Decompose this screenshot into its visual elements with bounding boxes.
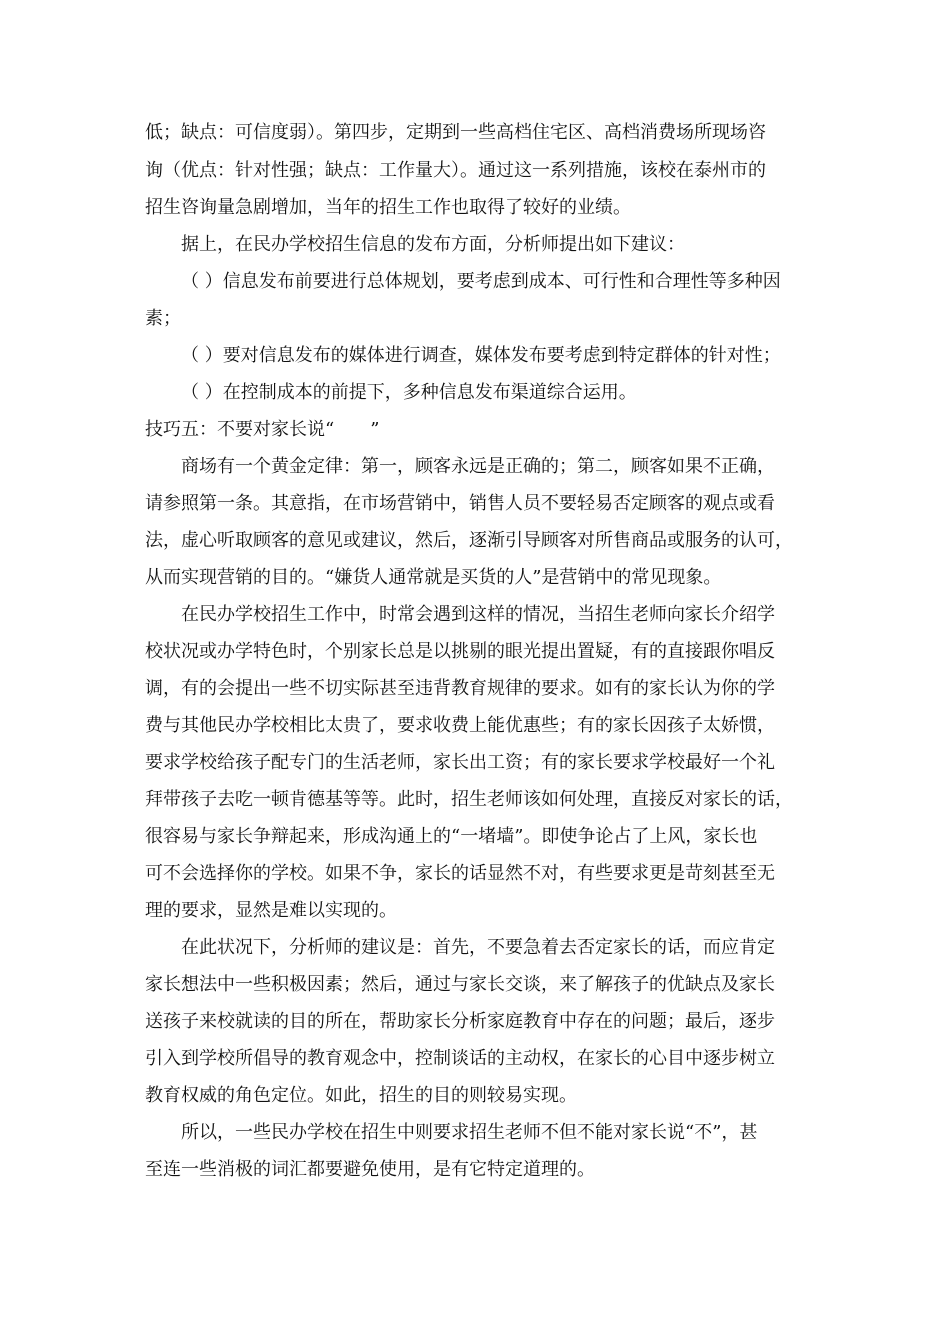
text-line: 理的要求，显然是难以实现的。 [145,900,397,921]
text-line: 很容易与家长争辩起来，形成沟通上的“一堵墙”。即使争论占了上风，家长也 [145,826,758,847]
text-line: 引入到学校所倡导的教育观念中，控制谈话的主动权，在家长的心目中逐步树立 [145,1048,775,1069]
text-line: 调，有的会提出一些不切实际甚至违背教育规律的要求。如有的家长认为你的学 [145,678,775,699]
list-item: （ ）信息发布前要进行总体规划，要考虑到成本、可行性和合理性等多种因 [181,271,781,292]
text-line: 教育权威的角色定位。如此，招生的目的则较易实现。 [145,1085,577,1106]
text-line: 在此状况下，分析师的建议是：首先，不要急着去否定家长的话，而应肯定 [181,937,775,958]
text-line: 拜带孩子去吃一顿肯德基等等。此时，招生老师该如何处理，直接反对家长的话， [145,789,793,810]
text-line: 低；缺点：可信度弱）。第四步，定期到一些高档住宅区、高档消费场所现场咨 [145,122,766,143]
text-line: 请参照第一条。其意指，在市场营销中，销售人员不要轻易否定顾客的观点或看 [145,493,775,514]
text-line: 商场有一个黄金定律：第一，顾客永远是正确的；第二，顾客如果不正确， [181,456,775,477]
text-line: 法，虚心听取顾客的意见或建议，然后，逐渐引导顾客对所售商品或服务的认可， [145,530,793,551]
text-line: 校状况或办学特色时，个别家长总是以挑剔的眼光提出置疑，有的直接跟你唱反 [145,641,775,662]
text-line: 招生咨询量急剧增加，当年的招生工作也取得了较好的业绩。 [145,197,631,218]
text-line: 要求学校给孩子配专门的生活老师，家长出工资；有的家长要求学校最好一个礼 [145,752,775,773]
text-line: 所以，一些民办学校在招生中则要求招生老师不但不能对家长说“不”，甚 [181,1122,758,1143]
text-line: 家长想法中一些积极因素；然后，通过与家长交谈，来了解孩子的优缺点及家长 [145,974,775,995]
text-line: 送孩子来校就读的目的所在，帮助家长分析家庭教育中存在的问题；最后，逐步 [145,1011,775,1032]
text-line: 至连一些消极的词汇都要避免使用，是有它特定道理的。 [145,1159,595,1180]
text-line: 询（优点：针对性强；缺点：工作量大）。通过这一系列措施，该校在泰州市的 [145,160,766,181]
text-line: 素； [145,308,181,329]
text-line: 费与其他民办学校相比太贵了，要求收费上能优惠些；有的家长因孩子太娇惯， [145,715,775,736]
text-line: 可不会选择你的学校。如果不争，家长的话显然不对，有些要求更是苛刻甚至无 [145,863,775,884]
section-heading: 技巧五：不要对家长说“ ” [145,419,380,440]
list-item: （ ）在控制成本的前提下，多种信息发布渠道综合运用。 [181,382,637,403]
list-item: （ ）要对信息发布的媒体进行调查，媒体发布要考虑到特定群体的针对性； [181,345,781,366]
text-line: 在民办学校招生工作中，时常会遇到这样的情况，当招生老师向家长介绍学 [181,604,775,625]
text-line: 据上，在民办学校招生信息的发布方面，分析师提出如下建议： [181,234,685,255]
text-line: 从而实现营销的目的。“嫌货人通常就是买货的人”是营销中的常见现象。 [145,567,722,588]
